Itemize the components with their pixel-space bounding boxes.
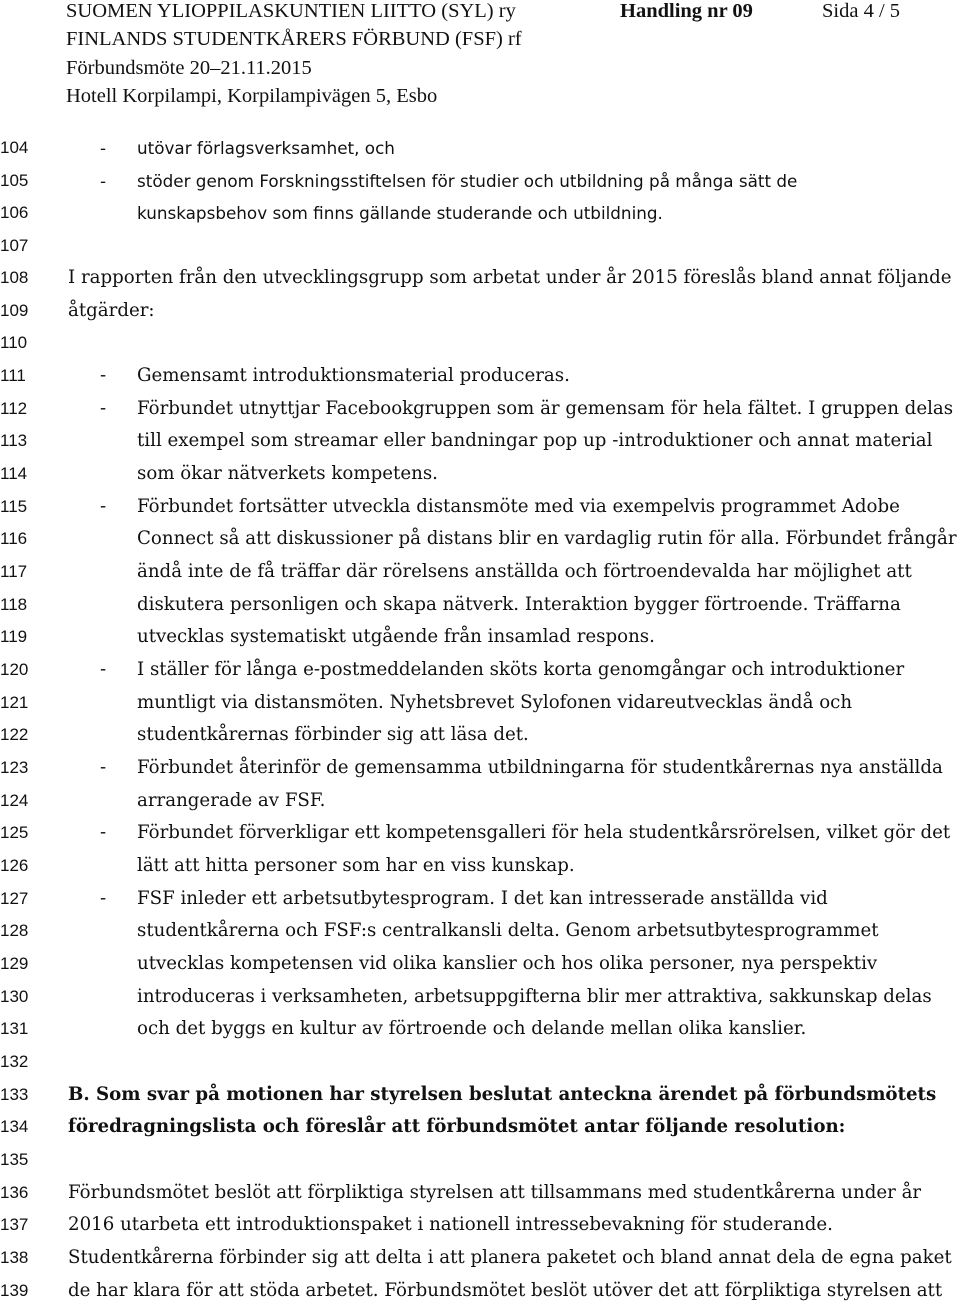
line-number: 129 — [0, 954, 29, 973]
line-number: 114 — [0, 464, 28, 483]
list-item: arrangerade av FSF. — [137, 790, 326, 811]
list-bullet: - — [100, 171, 107, 191]
list-bullet: - — [100, 138, 107, 158]
list-item: Förbundet utnyttjar Facebookgruppen som är gemensam för hela fältet. I gruppen delas — [137, 398, 954, 419]
header-org-finnish: SUOMEN YLIOPPILASKUNTIEN LIITTO (SYL) ry — [66, 0, 516, 22]
paragraph-line: åtgärder: — [68, 300, 155, 321]
list-item: muntligt via distansmöten. Nyhetsbrevet Sylofonen vidareutvecklas ändå och — [137, 692, 853, 713]
list-bullet: - — [100, 398, 107, 419]
header-meeting: Förbundsmöte 20–21.11.2015 — [66, 57, 312, 79]
line-number: 124 — [0, 791, 29, 810]
list-item: studentkårerna och FSF:s centralkansli delta. Genom arbetsutbytesprogrammet — [137, 920, 879, 941]
list-item: till exempel som streamar eller bandningar pop up -introduktioner och annat material — [137, 430, 933, 451]
list-item: FSF inleder ett arbetsutbytesprogram. I det kan intresserade anställda vid — [137, 888, 828, 909]
line-number: 136 — [0, 1183, 29, 1202]
line-number: 123 — [0, 758, 29, 777]
line-number: 121 — [0, 693, 29, 712]
paragraph-line: 2016 utarbeta ett introduktionspaket i nationell intressebevakning för studerande. — [68, 1214, 833, 1235]
header-handling-number: Handling nr 09 — [620, 0, 753, 22]
line-number: 131 — [0, 1019, 29, 1038]
list-item: studentkårernas förbinder sig att läsa det. — [137, 724, 529, 745]
line-number: 115 — [0, 497, 28, 516]
list-bullet: - — [100, 757, 107, 778]
line-number: 139 — [0, 1281, 29, 1300]
line-number: 108 — [0, 268, 29, 287]
list-item: lätt att hitta personer som har en viss kunskap. — [137, 855, 575, 876]
list-item: Connect så att diskussioner på distans blir en vardaglig rutin för alla. Förbundet frångår — [137, 528, 957, 549]
list-item: diskutera personligen och skapa nätverk. Interaktion bygger förtroende. Träffarna — [137, 594, 901, 615]
document-header — [66, 0, 946, 120]
line-number: 118 — [0, 595, 28, 614]
resolution-heading: B. Som svar på motionen har styrelsen beslutat anteckna ärendet på förbundsmötets — [68, 1084, 937, 1105]
line-number: 119 — [0, 627, 28, 646]
line-number: 135 — [0, 1150, 29, 1169]
list-item: Förbundet återinför de gemensamma utbildningarna för studentkårernas nya anställda — [137, 757, 943, 778]
line-number: 110 — [0, 333, 28, 352]
paragraph-line: Förbundsmötet beslöt att förpliktiga styrelsen att tillsammans med studentkårerna under år — [68, 1182, 922, 1203]
line-number: 125 — [0, 823, 29, 842]
line-number: 127 — [0, 889, 29, 908]
line-number: 107 — [0, 236, 29, 255]
list-item: Gemensamt introduktionsmaterial produceras. — [137, 365, 570, 386]
list-item: och det byggs en kultur av förtroende och delande mellan olika kanslier. — [137, 1018, 807, 1039]
resolution-heading: föredragningslista och föreslår att förbundsmötet antar följande resolution: — [68, 1116, 846, 1137]
line-number: 122 — [0, 725, 29, 744]
line-number: 126 — [0, 856, 29, 875]
text-line: kunskapsbehov som finns gällande studerande och utbildning. — [137, 203, 663, 223]
line-number: 105 — [0, 171, 29, 190]
paragraph-line: Studentkårerna förbinder sig att delta i att planera paketet och bland annat dela de egna paket — [68, 1247, 952, 1268]
line-number: 113 — [0, 431, 28, 450]
line-number: 109 — [0, 301, 29, 320]
text-line: stöder genom Forskningsstiftelsen för studier och utbildning på många sätt de — [137, 171, 798, 191]
line-number: 137 — [0, 1215, 29, 1234]
header-venue: Hotell Korpilampi, Korpilampivägen 5, Esbo — [66, 85, 438, 107]
line-number: 104 — [0, 138, 29, 157]
list-item: utvecklas systematiskt utgående från insamlad respons. — [137, 626, 655, 647]
line-number: 106 — [0, 203, 29, 222]
list-bullet: - — [100, 659, 107, 680]
list-bullet: - — [100, 888, 107, 909]
line-number: 128 — [0, 921, 29, 940]
line-number: 116 — [0, 529, 28, 548]
line-number: 130 — [0, 987, 29, 1006]
list-item: som ökar nätverkets kompetens. — [137, 463, 438, 484]
list-bullet: - — [100, 496, 107, 517]
list-item: ändå inte de få träffar där rörelsens anställda och förtroendevalda har möjlighet att — [137, 561, 912, 582]
line-number: 132 — [0, 1052, 29, 1071]
line-number: 111 — [0, 366, 26, 385]
line-number: 117 — [0, 562, 28, 581]
list-bullet: - — [100, 822, 107, 843]
list-bullet: - — [100, 365, 107, 386]
line-number: 133 — [0, 1085, 29, 1104]
paragraph-line: I rapporten från den utvecklingsgrupp som arbetat under år 2015 föreslås bland annat följande — [68, 267, 952, 288]
header-org-swedish: FINLANDS STUDENTKÅRERS FÖRBUND (FSF) rf — [66, 28, 522, 50]
line-number: 134 — [0, 1117, 29, 1136]
list-item: introduceras i verksamheten, arbetsuppgifterna blir mer attraktiva, sakkunskap delas — [137, 986, 932, 1007]
list-item: Förbundet förverkligar ett kompetensgalleri för hela studentkårsrörelsen, vilket gör det — [137, 822, 951, 843]
text-line: utövar förlagsverksamhet, och — [137, 138, 395, 158]
line-number: 112 — [0, 399, 28, 418]
line-number: 120 — [0, 660, 29, 679]
list-item: utvecklas kompetensen vid olika kanslier och hos olika personer, nya perspektiv — [137, 953, 878, 974]
header-page-number: Sida 4 / 5 — [822, 0, 901, 22]
list-item: Förbundet fortsätter utveckla distansmöte med via exempelvis programmet Adobe — [137, 496, 900, 517]
paragraph-line: de har klara för att stöda arbetet. Förbundsmötet beslöt utöver det att förpliktiga styrelsen att — [68, 1280, 943, 1301]
list-item: I ställer för långa e-postmeddelanden sköts korta genomgångar och introduktioner — [137, 659, 905, 680]
line-number: 138 — [0, 1248, 29, 1267]
